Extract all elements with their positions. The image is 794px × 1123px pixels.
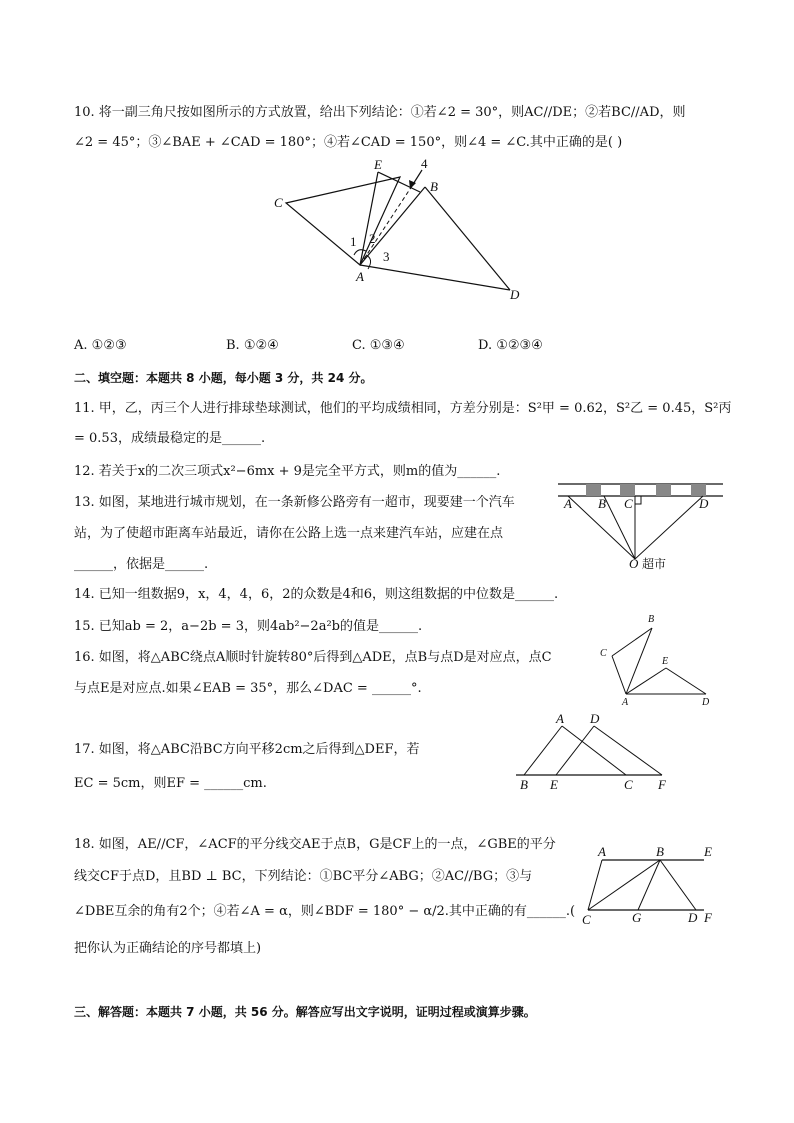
q13-text-line3: ______，依据是______. xyxy=(74,557,209,572)
q10-option-c: C. ①③④ xyxy=(352,338,405,353)
q10-text-line1: 10. 将一副三角尺按如图所示的方式放置，给出下列结论：①若∠2 = 30°，则AC//DE；②若BC//AD，则 xyxy=(74,105,686,120)
q15-text: 15. 已知ab = 2，a−2b = 3，则4ab²−2a²b的值是______. xyxy=(74,619,423,634)
q16-label-A: A xyxy=(622,697,629,708)
q16-label-C: C xyxy=(600,648,607,659)
q13-label-A: A xyxy=(564,496,572,511)
q18-label-D: D xyxy=(688,910,698,925)
q13-label-B: B xyxy=(598,496,606,511)
q18-text-line3: ∠DBE互余的角有2个；④若∠A = α，则∠BDF = 180° − α/2.其中正确的有______.( xyxy=(74,904,576,919)
q17-figure xyxy=(516,710,676,792)
q13-label-D: D xyxy=(699,496,709,511)
q10-text-line2: ∠2 = 45°；③∠BAE + ∠CAD = 180°；④若∠CAD = 150°，则∠4 = ∠C.其中正确的是( ) xyxy=(74,135,623,150)
section2-heading: 二、填空题：本题共 8 小题，每小题 3 分，共 24 分。 xyxy=(74,371,373,385)
q18-label-C: C xyxy=(582,912,591,927)
q16-label-E: E xyxy=(662,656,669,667)
q10-label-C: C xyxy=(274,195,283,210)
q16-text-line2: 与点E是对应点.如果∠EAB = 35°，那么∠DAC = ______°. xyxy=(74,681,422,696)
q17-label-E: E xyxy=(550,777,558,792)
q13-label-C: C xyxy=(624,496,633,511)
q10-option-d: D. ①②③④ xyxy=(478,338,543,353)
q17-label-D: D xyxy=(590,711,600,726)
q17-label-A: A xyxy=(556,711,564,726)
q10-label-D: D xyxy=(510,287,520,302)
q10-angle-2: 2 xyxy=(369,231,376,246)
q17-text-line2: EC = 5cm，则EF = ______cm. xyxy=(74,776,267,791)
q18-label-A: A xyxy=(598,844,606,859)
q13-text-line1: 13. 如图，某地进行城市规划，在一条新修公路旁有一超市，现要建一个汽车 xyxy=(74,495,515,510)
q18-text-line4: 把你认为正确结论的序号都填上) xyxy=(74,941,262,956)
q13-label-O: O xyxy=(629,556,639,571)
q10-label-B: B xyxy=(430,179,438,194)
section3-heading: 三、解答题：本题共 7 小题，共 56 分。解答应写出文字说明，证明过程或演算步骤。 xyxy=(74,1005,536,1019)
q16-figure xyxy=(596,610,716,706)
q10-angle-4: 4 xyxy=(421,156,428,171)
q18-label-G: G xyxy=(632,910,642,925)
q10-option-a: A. ①②③ xyxy=(74,338,127,353)
q18-label-F: F xyxy=(704,910,712,925)
q10-label-E: E xyxy=(374,157,382,172)
q18-figure xyxy=(578,842,718,928)
q13-figure xyxy=(558,476,724,571)
q18-label-B: B xyxy=(656,844,664,859)
q10-figure xyxy=(270,155,540,305)
q18-text-line1: 18. 如图，AE//CF，∠ACF的平分线交AE于点B，G是CF上的一点，∠GBE的平分 xyxy=(74,837,556,852)
q13-label-supermarket: 超市 xyxy=(642,557,667,571)
q11-text-line2: = 0.53，成绩最稳定的是______. xyxy=(74,431,266,446)
q16-text-line1: 16. 如图，将△ABC绕点A顺时针旋转80°后得到△ADE，点B与点D是对应点，点C xyxy=(74,650,552,665)
q10-angle-1: 1 xyxy=(350,234,357,249)
q18-label-E: E xyxy=(704,844,712,859)
q13-text-line2: 站，为了使超市距离车站最近，请你在公路上选一点来建汽车站，应建在点 xyxy=(74,526,504,541)
q17-label-F: F xyxy=(658,777,666,792)
q17-label-C: C xyxy=(624,777,633,792)
q18-text-line2: 线交CF于点D，且BD ⊥ BC，下列结论：①BC平分∠ABG；②AC//BG；③与 xyxy=(74,869,533,884)
q16-label-B: B xyxy=(648,614,655,625)
q11-text-line1: 11. 甲，乙，丙三个人进行排球垫球测试，他们的平均成绩相同，方差分别是：S²甲 = 0.62，S²乙 = 0.45，S²丙 xyxy=(74,401,732,416)
q10-label-A: A xyxy=(356,269,364,284)
q12-text: 12. 若关于x的二次三项式x²−6mx + 9是完全平方式，则m的值为______. xyxy=(74,464,501,479)
q10-option-b: B. ①②④ xyxy=(226,338,279,353)
q17-text-line1: 17. 如图，将△ABC沿BC方向平移2cm之后得到△DEF，若 xyxy=(74,742,420,757)
q17-label-B: B xyxy=(520,777,528,792)
q10-angle-3: 3 xyxy=(383,249,390,264)
q16-label-D: D xyxy=(702,697,710,708)
q14-text: 14. 已知一组数据9，x，4，4，6，2的众数是4和6，则这组数据的中位数是______. xyxy=(74,587,559,602)
